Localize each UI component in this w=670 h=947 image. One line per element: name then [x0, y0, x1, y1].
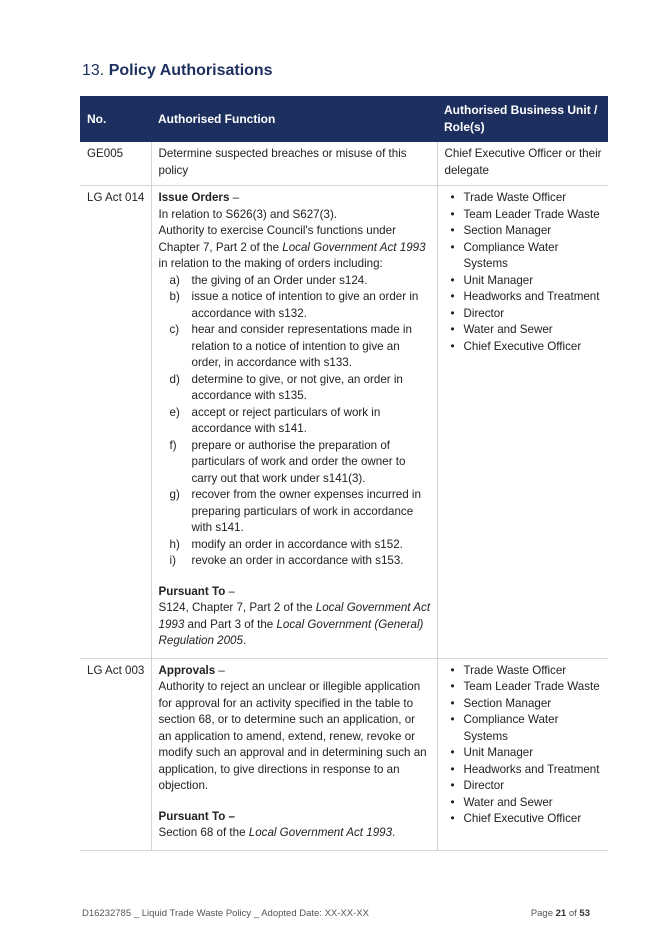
- list-item: a) the giving of an Order under s124.: [169, 273, 368, 287]
- list-item: • Compliance Water Systems: [464, 712, 603, 745]
- row-number: LG Act 014: [80, 186, 151, 659]
- header-no: No.: [80, 96, 151, 142]
- list-item: e) accept or reject particulars of work in accordance with s141.: [169, 405, 381, 435]
- table-row: [80, 142, 608, 186]
- list-item: • Headworks and Treatment: [464, 762, 603, 779]
- list-item: • Director: [464, 306, 603, 323]
- row-roles: [437, 658, 608, 850]
- list-item: f) prepare or authorise the preparation of particulars of work and order the owner to carry out that work under s141(3).: [169, 438, 406, 485]
- table-row: [80, 186, 608, 659]
- header-roles: Authorised Business Unit / Role(s): [437, 96, 608, 142]
- function-body: Authority to reject an unclear or illegible application for approval for an activity specified in the table to section 68, or to determine such an application, or an application to amend, extend, renew, revoke or modify such an approval and in determining such an application, to give directions in response to an objection.: [158, 680, 427, 792]
- list-item: b) issue a notice of intention to give an order in accordance with s132.: [169, 290, 419, 320]
- list-item: • Section Manager: [464, 223, 603, 240]
- list-item: • Team Leader Trade Waste: [464, 207, 603, 224]
- list-item: • Chief Executive Officer: [464, 339, 603, 356]
- list-item: • Trade Waste Officer: [464, 190, 603, 207]
- section-title: Policy Authorisations: [108, 62, 273, 79]
- pursuant-text: S124, Chapter 7, Part 2 of the Local Government Act 1993 and Part 3 of the Local Government (General) Regulation 2005.: [158, 601, 431, 647]
- list-item: • Compliance Water Systems: [464, 240, 603, 273]
- list-item: • Chief Executive Officer: [464, 811, 603, 828]
- function-title: Approvals –: [158, 663, 225, 677]
- list-item: i) revoke an order in accordance with s153.: [169, 554, 404, 567]
- list-item: • Headworks and Treatment: [464, 289, 603, 306]
- authorisations-table: [80, 96, 608, 851]
- list-item: h) modify an order in accordance with s152.: [169, 537, 403, 551]
- function-line: In relation to S626(3) and S627(3).: [158, 207, 338, 221]
- header-function: Authorised Function: [151, 96, 437, 142]
- list-item: • Water and Sewer: [464, 322, 603, 339]
- list-item: • Unit Manager: [464, 745, 603, 762]
- pursuant-label: Pursuant To –: [158, 584, 235, 598]
- list-item: • Trade Waste Officer: [464, 663, 603, 680]
- list-item: • Director: [464, 778, 603, 795]
- pursuant-text: Section 68 of the Local Government Act 1993.: [158, 826, 396, 839]
- list-item: • Section Manager: [464, 696, 603, 713]
- section-number: 13.: [82, 62, 105, 79]
- list-item: • Water and Sewer: [464, 795, 603, 812]
- section-heading: [82, 62, 273, 80]
- function-intro: Authority to exercise Council's functions under Chapter 7, Part 2 of the Local Government Act 1993 in relation to the making of orders including:: [158, 224, 426, 270]
- row-function: [151, 658, 437, 850]
- row-roles: Chief Executive Officer or their delegate: [437, 142, 608, 186]
- list-item: • Team Leader Trade Waste: [464, 679, 603, 696]
- row-number: LG Act 003: [80, 658, 151, 850]
- row-number: GE005: [80, 142, 151, 186]
- order-list: [159, 273, 431, 570]
- row-function: Determine suspected breaches or misuse of this policy: [151, 142, 437, 186]
- roles-list: [445, 663, 603, 828]
- list-item: c) hear and consider representations made in relation to a notice of intention to give an order, in accordance with s133.: [169, 323, 412, 369]
- table-row: [80, 658, 608, 850]
- table-header-row: [80, 96, 608, 142]
- pursuant-label: Pursuant To –: [158, 809, 235, 823]
- list-item: • Unit Manager: [464, 273, 603, 290]
- footer-document-ref: D16232785 _ Liquid Trade Waste Policy _ Adopted Date: XX-XX-XX: [82, 908, 369, 919]
- function-title: Issue Orders –: [158, 191, 240, 204]
- row-roles: [437, 186, 608, 659]
- footer-page-number: Page 21 of 53: [530, 908, 590, 919]
- list-item: g) recover from the owner expenses incurred in preparing particulars of work in accordance with s141.: [169, 488, 421, 534]
- list-item: d) determine to give, or not give, an order in accordance with s135.: [169, 372, 403, 402]
- roles-list: [445, 190, 603, 355]
- row-function: [151, 186, 437, 659]
